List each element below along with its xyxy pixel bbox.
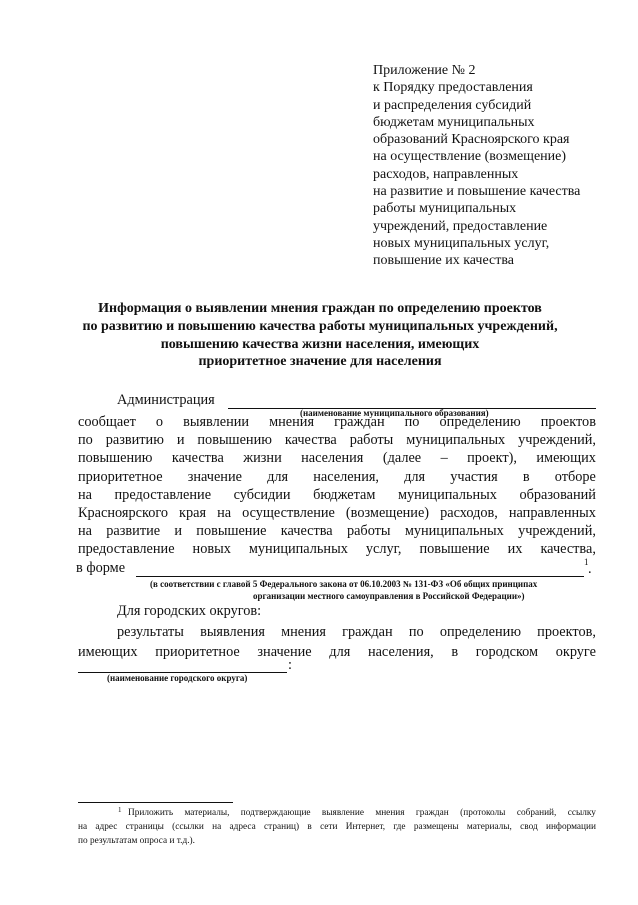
form-end: . [588,561,592,577]
word: ссылку [567,808,596,818]
word: предоставление [78,541,175,558]
appendix-line: образований Красноярского края [373,132,570,148]
word: жизни [243,450,282,467]
word: участия [450,468,498,485]
word: на [78,822,88,832]
word: повышение [196,523,267,540]
word: мнения [269,414,315,430]
word: субсидии [233,486,291,503]
word: по [408,624,424,640]
text-line [78,487,596,504]
word: образований [519,486,596,503]
word: определению [439,414,521,430]
word: приоритетное [155,644,240,660]
word: на [78,523,92,540]
word: определению [439,624,522,640]
word: городском [475,644,539,660]
text-line [128,808,596,818]
word: в [522,468,530,485]
text-line [78,414,596,431]
word: расходов, [440,505,498,521]
appendix-line: повышение их качества [373,253,515,269]
word: и [176,432,185,449]
text-line [78,523,596,540]
footnote-ref: 1 [584,557,589,567]
word: значение [257,644,312,660]
word: – [440,450,448,467]
word: адрес [95,822,118,832]
word: свод [520,822,538,832]
text-line [117,624,596,641]
word: мнения [281,624,327,640]
word: выявление [321,808,364,818]
word: развитию [105,432,164,449]
city-heading: Для городских округов: [117,603,262,619]
word: направленных [508,505,596,521]
word: сообщает [78,414,136,430]
appendix-line: и распределения субсидий [373,97,532,113]
word: в [307,822,312,832]
word: граждан [342,624,393,640]
word: развитие [106,523,161,540]
word: муниципальных [406,432,506,449]
text-line [78,541,596,558]
word: для [267,468,289,485]
appendix-line: работы муниципальных [373,201,517,217]
word: Интернет, [345,822,386,832]
word: населения, [313,468,379,485]
word: (ссылки [172,822,204,832]
word: на [217,505,232,521]
text-line [78,644,596,661]
form-caption-line2: организации местного самоуправления в Российской Федерации») [253,591,525,601]
word: услуг, [365,541,402,558]
title-line: по развитию и повышению качества работы муниципальных учреждений, [82,318,558,334]
admin-label: Администрация [117,392,215,408]
word: где [393,822,406,832]
word: новых [192,541,231,558]
text-line [78,450,596,467]
appendix-header [373,62,580,270]
word: муниципальных [404,523,504,540]
word: граждан [415,808,449,818]
word: приоритетное [78,468,163,485]
word: на [212,822,222,832]
word: в [451,644,459,660]
word: проектов, [537,624,596,640]
word: качества [171,450,224,467]
word: для [404,468,426,485]
city-caption: (наименование городского округа) [107,673,248,683]
word: их [507,541,523,558]
word: повышению [197,432,272,449]
word: мнения [375,808,405,818]
word: материалы, [466,822,512,832]
title-line: Информация о выявлении мнения граждан по определению проектов [98,301,542,316]
word: выявления [200,624,265,640]
text-line [78,822,596,832]
word: на [78,486,92,503]
word: страниц) [264,822,300,832]
word: собраний, [516,808,557,818]
word: значение [187,468,242,485]
word: о [155,414,164,430]
word: качества, [540,541,596,558]
word: муниципальных [397,486,497,503]
word: работы [349,432,394,449]
appendix-line: к Порядку предоставления [373,80,533,96]
footnote-separator [78,802,233,803]
word: для [329,644,351,660]
word: повышение [419,541,490,558]
text-line [78,469,596,486]
word: края [179,505,207,521]
word: имеющих [536,450,596,467]
word: проектов [540,414,596,430]
word: Приложить [128,808,174,818]
appendix-line: учреждений, предоставление [373,218,548,234]
word: Красноярского [78,505,168,521]
title-line: приоритетное значение для населения [198,354,442,370]
word: работы [346,523,391,540]
word: сети [320,822,338,832]
word: округе [555,644,596,660]
word: информации [545,822,596,832]
word: населения, [367,644,434,660]
text-line [78,432,596,449]
appendix-line: бюджетам муниципальных [373,114,535,130]
word: результаты [117,624,184,640]
word: муниципальных [248,541,348,558]
appendix-line: на развитие и повышение качества [373,184,581,200]
city-end: : [288,657,292,673]
word: выявлении [183,414,250,430]
word: подтверждающие [240,808,311,818]
word: и [174,523,183,540]
word: имеющих [78,644,138,660]
appendix-line: новых муниципальных услуг, [373,235,550,251]
form-caption-line1: (в соответствии с главой 5 Федерального закона от 06.10.2003 № 131-ФЗ «Об общих принципах [150,579,538,589]
text-line [78,505,596,522]
word: учреждений, [518,523,596,540]
word: отборе [554,468,596,485]
word: по [78,432,93,449]
form-blank[interactable] [136,576,584,577]
word: качества [280,523,333,540]
footnote-number: 1 [118,806,122,814]
admin-caption: (наименование муниципального образования) [300,408,489,418]
word: осуществление [242,505,335,521]
document-title [60,300,580,371]
appendix-line: Приложение № 2 [373,63,476,78]
word: (протоколы [460,808,506,818]
word: населения [301,450,364,467]
form-label: в форме [76,560,126,576]
word: бюджетам [313,486,376,503]
word: адреса [229,822,256,832]
word: граждан [334,414,385,430]
word: размещены [413,822,459,832]
word: предоставление [114,486,212,503]
word: проект), [467,450,517,467]
word: страницы [125,822,164,832]
word: (далее [382,450,422,467]
word: материалы, [184,808,230,818]
word: по [404,414,420,430]
appendix-line: на осуществление (возмещение) [373,149,567,165]
word: учреждений, [518,432,596,449]
word: качества [284,432,337,449]
word: (возмещение) [345,505,430,521]
footnote-line3: по результатам опроса и т.д.). [78,836,195,846]
appendix-line: расходов, направленных [373,166,519,182]
word: повышению [78,450,153,467]
title-line: повышению качества жизни населения, имеющих [160,336,480,352]
